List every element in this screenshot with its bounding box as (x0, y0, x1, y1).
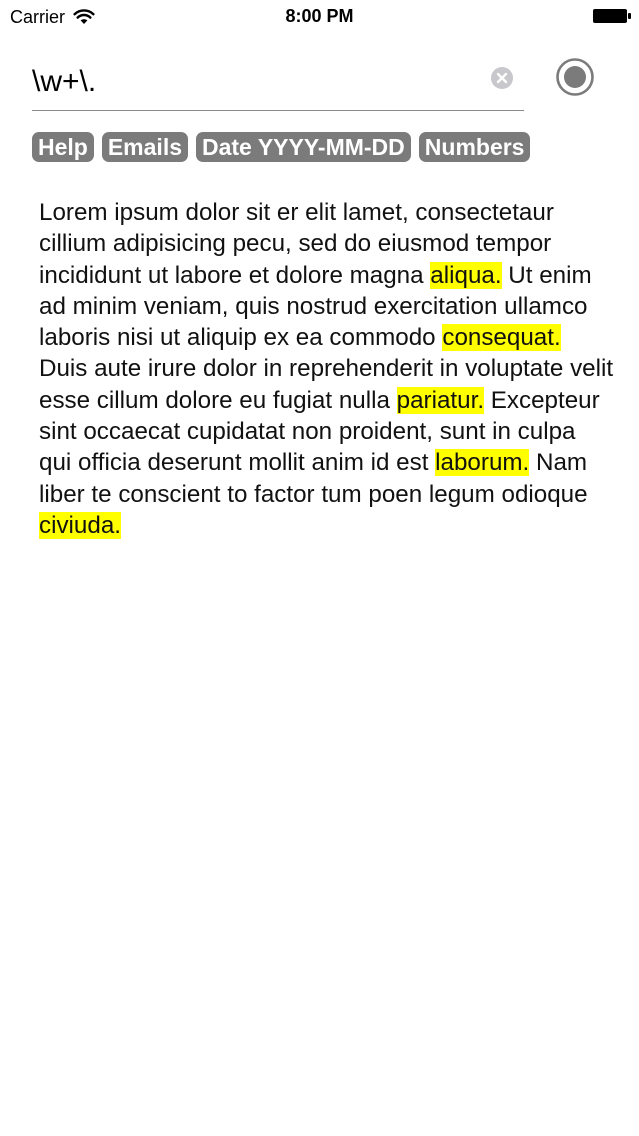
sample-text (39, 197, 614, 541)
regex-match-highlight: consequat. (442, 324, 561, 352)
text-segment: Ut enim ad minim veniam, quis nostrud exercitation ullamco laboris nisi ut aliquip ex ea commodo (39, 261, 592, 352)
text-segment: Duis aute irure dolor in reprehenderit in voluptate velit esse cillum dolore eu fugiat nulla (39, 355, 614, 414)
regex-match-highlight: civiuda. (39, 511, 122, 539)
text-segment: Excepteur sint occaecat cupidatat non proident, sunt in culpa qui officia deserunt mollit anim id est (39, 386, 600, 477)
regex-match-highlight: pariatur. (396, 386, 485, 414)
clear-icon[interactable] (490, 66, 514, 90)
text-segment: Nam liber te conscient to factor tum poen legum odioque (39, 449, 588, 508)
record-icon[interactable] (555, 57, 595, 97)
regex-match-highlight: aliqua. (430, 261, 502, 289)
preset-bar (32, 132, 610, 164)
carrier-label: Carrier (10, 7, 66, 27)
regex-input[interactable] (32, 60, 472, 104)
battery-icon (593, 9, 631, 23)
date-preset-button[interactable]: Date YYYY-MM-DD (196, 132, 411, 162)
text-segment: Lorem ipsum dolor sit er elit lamet, consectetaur cillium adipisicing pecu, sed do eiusmod tempor incididunt ut labore et dolore magna (39, 199, 554, 289)
numbers-preset-button[interactable]: Numbers (419, 132, 531, 162)
emails-preset-button[interactable]: Emails (102, 132, 188, 162)
help-button[interactable]: Help (32, 132, 94, 162)
status-bar (0, 0, 639, 34)
status-time: 8:00 PM (285, 6, 354, 26)
regex-match-highlight: laborum. (435, 449, 530, 477)
regex-search-bar (32, 52, 524, 111)
